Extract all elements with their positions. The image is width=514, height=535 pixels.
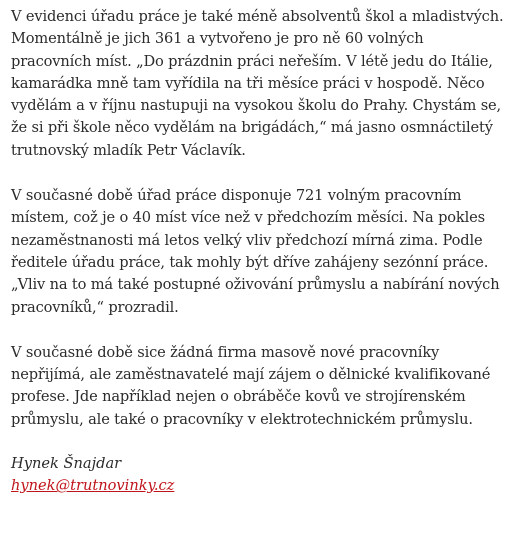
paragraph-line: vydělám a v říjnu nastupuji na vysokou školu do Prahy. Chystám se, — [11, 97, 502, 115]
paragraph-line: V současné době úřad práce disponuje 721 volným pracovním — [11, 187, 462, 205]
paragraph-line: „Vliv na to má také postupné oživování průmyslu a nabírání nových — [11, 276, 500, 294]
paragraph-line: ředitele úřadu práce, tak mohly být dříve zahájeny sezónní práce. — [11, 253, 489, 271]
paragraph-line: místem, což je o 40 míst více než v předchozím měsíci. Na pokles — [11, 209, 485, 227]
paragraph-line: pracovních míst. „Do prázdnin práci neřeším. V létě jedu do Itálie, — [11, 52, 493, 70]
signature — [11, 453, 506, 498]
paragraph-3 — [11, 342, 506, 431]
paragraph-1 — [11, 6, 506, 162]
paragraph-2 — [11, 185, 506, 319]
paragraph-line: že si při škole něco vydělám na brigádách,“ má jasno osmnáctiletý — [11, 119, 493, 137]
author-email-link[interactable]: hynek@trutnovinky.cz — [11, 477, 175, 495]
paragraph-line: trutnovský mladík Petr Václavík. — [11, 141, 246, 159]
paragraph-line: V evidenci úřadu práce je také méně absolventů škol a mladistvých. — [11, 8, 504, 25]
author-name: Hynek Šnajdar — [11, 455, 122, 473]
article-body — [11, 6, 506, 498]
paragraph-line: Momentálně je jich 361 a vytvořeno je pro ně 60 volných — [11, 30, 424, 48]
paragraph-line: profese. Jde například nejen o obráběče kovů ve strojírenském — [11, 388, 466, 406]
paragraph-line: V současné době sice žádná firma masově nové pracovníky — [11, 343, 440, 361]
paragraph-line: pracovníků,“ prozradil. — [11, 298, 179, 316]
paragraph-line: kamarádka mně tam vyřídila na tři měsíce práci v hospodě. Něco — [11, 74, 485, 92]
paragraph-line: nezaměstnanosti má letos velký vliv předchozí mírná zima. Podle — [11, 231, 483, 249]
paragraph-line: nepřijímá, ale zaměstnavatelé mají zájem o dělnické kvalifikované — [11, 366, 491, 384]
paragraph-line: průmyslu, ale také o pracovníky v elektrotechnickém průmyslu. — [11, 410, 473, 428]
